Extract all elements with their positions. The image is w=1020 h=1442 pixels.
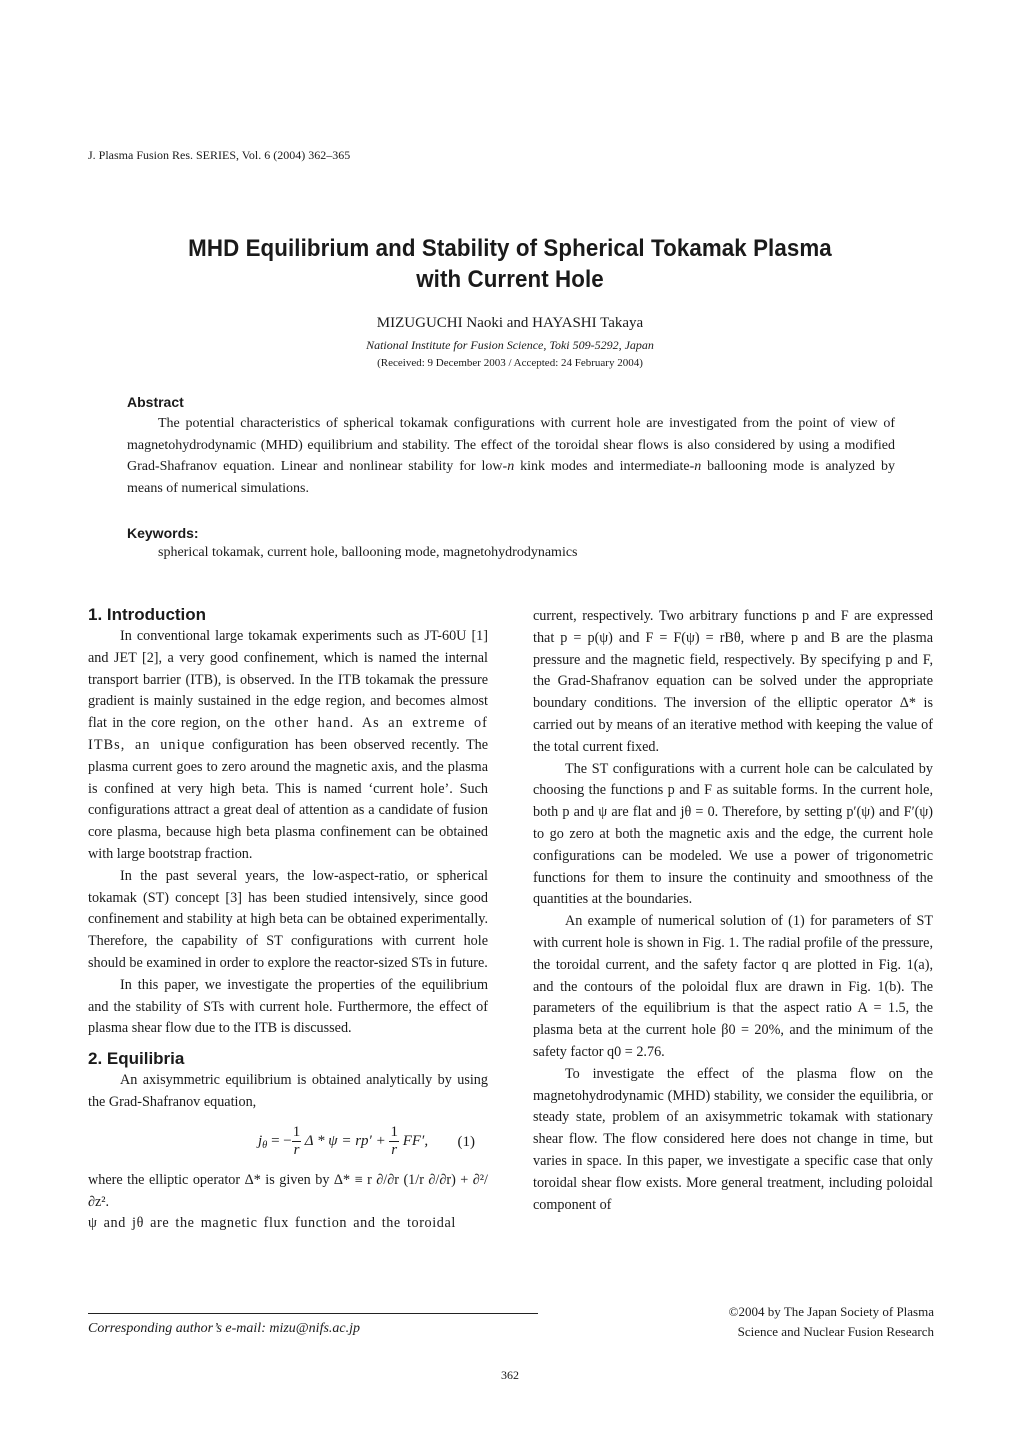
paragraph-text: In conventional large tokamak experiments such as JT-60U [1] and JET [2], a very good confinement, which is named the internal transport barrier (ITB), is observed. In the ITB tokamak the pressure gradient is mainly sustained in the edge region, and becomes almost flat in the core region, on: [88, 628, 488, 732]
title-line-2: with Current Hole: [416, 266, 604, 293]
equilibria-paragraph-2a: where the elliptic operator Δ* is given by Δ* ≡ r ∂/∂r (1/r ∂/∂r) + ∂²/∂z².: [88, 1171, 488, 1210]
eq-lhs-subscript: θ: [262, 1139, 268, 1151]
abstract-heading: Abstract: [127, 394, 184, 410]
eq-middle: Δ * ψ = rp′ +: [301, 1132, 390, 1149]
paper-title: [36, 233, 985, 295]
copyright-line-1: ©2004 by The Japan Society of Plasma: [728, 1304, 934, 1319]
abstract-text-part: ballooning mode is analyzed by means of numerical simulations.: [127, 459, 895, 497]
eq-operator: = −: [267, 1132, 292, 1149]
abstract-text: [127, 413, 895, 500]
title-line-1: MHD Equilibrium and Stability of Spherical Tokamak Plasma: [188, 235, 832, 262]
received-dates: (Received: 9 December 2003 / Accepted: 24 February 2004): [377, 357, 643, 369]
eq-lhs: j: [258, 1132, 263, 1149]
right-paragraph-4: To investigate the effect of the plasma flow on the magnetohydrodynamic (MHD) stability, we consider the equilibria, or steady state, problem of an axisymmetric tokamak with stationary shear flow. The flow considered here does not change in time, but varies in space. In this paper, we investigate a specific case that only toroidal shear flow exists. More general treatment, including poloidal component of: [533, 1065, 933, 1213]
abstract-variable-n: n: [694, 459, 702, 475]
copyright-notice: [729, 1302, 934, 1342]
abstract-text-part: The potential characteristics of spherical tokamak configurations with current hole are investigated from the point of view of magnetohydrodynamic (MHD) equilibrium and stability. The effect of the toroidal shear flows is also considered by using a modified Grad-Shafranov equation. Linear and nonlinear stability for low-: [127, 416, 895, 475]
intro-paragraph-1: [88, 626, 488, 866]
abstract-body: [127, 413, 895, 500]
paragraph-text: the other hand. As an extreme of ITBs, an unique: [88, 715, 489, 753]
keywords-list: spherical tokamak, current hole, ballooning mode, magnetohydrodynamics: [158, 545, 578, 560]
affiliation: National Institute for Fusion Science, Toki 509-5292, Japan: [366, 338, 654, 352]
corresponding-author-email: Corresponding author’s e-mail: mizu@nifs.ac.jp: [88, 1321, 361, 1336]
abstract-text-part: kink modes and intermediate-: [514, 459, 695, 475]
eq-fraction-numerator: 1: [390, 1123, 398, 1140]
equation-body: [258, 1124, 428, 1159]
right-column: [533, 606, 933, 1216]
equation-number: (1): [457, 1133, 475, 1150]
left-column: [88, 604, 488, 1235]
eq-fraction-denominator: r: [293, 1141, 300, 1158]
intro-paragraph-2: In the past several years, the low-aspect-ratio, or spherical tokamak (ST) concept [3] has been studied intensively, since good confinement and stability at high beta can be obtained experimentally. Therefore, the capability of ST configurations with current hole should be examined in order to explore the reactor-sized STs in future.: [88, 867, 488, 971]
right-paragraph-1: current, respectively. Two arbitrary functions p and F are expressed that p = p(ψ) and F = F(ψ) = rBθ, where p and B are the plasma pressure and the magnetic field, respectively. By specifying p and F, the Grad-Shafranov equation can be solved under the appropriate boundary conditions. The inversion of the elliptic operator Δ* is carried out by means of an iterative method with keeping the value of the total current fixed.: [533, 608, 933, 755]
eq-fraction-numerator: 1: [292, 1123, 301, 1140]
eq-fraction: [292, 1124, 302, 1159]
authors: MIZUGUCHI Naoki and HAYASHI Takaya: [376, 315, 644, 331]
right-paragraph-2: The ST configurations with a current hole can be calculated by choosing the functions p and F as suitable forms. In the current hole, both p and ψ are flat and jθ = 0. Therefore, by setting p′(ψ) and F′(ψ) to go zero at both the magnetic axis and the edge, the current hole configurations can be modeled. We use a power of trigonometric functions for them to insure the continuity and smoothness of the quantities at the boundaries.: [533, 760, 933, 908]
eq-rhs: FF′,: [398, 1132, 429, 1149]
keywords-heading: Keywords:: [127, 525, 199, 541]
eq-fraction-denominator: r: [391, 1141, 398, 1158]
equilibria-paragraph-2b: ψ and jθ are the magnetic flux function and the toroidal: [88, 1215, 456, 1232]
footnote-divider: [88, 1313, 538, 1314]
journal-reference: J. Plasma Fusion Res. SERIES, Vol. 6 (2004) 362–365: [88, 148, 351, 162]
equilibria-paragraph-1: An axisymmetric equilibrium is obtained analytically by using the Grad-Shafranov equation,: [88, 1072, 488, 1110]
page-number: 362: [501, 1368, 519, 1382]
copyright-line-2: Science and Nuclear Fusion Research: [737, 1324, 934, 1339]
right-paragraph-3: An example of numerical solution of (1) for parameters of ST with current hole is shown in Fig. 1. The radial profile of the pressure, the toroidal current, and the safety factor q are plotted in Fig. 1(a), and the contours of the poloidal flux are drawn in Fig. 1(b). The parameters of the equilibrium is that the aspect ratio A = 1.5, the plasma beta at the current hole β0 = 20%, and the minimum of the safety factor q0 = 2.76.: [533, 913, 933, 1060]
section-heading-equilibria: 2. Equilibria: [88, 1049, 185, 1069]
paragraph-text: configuration has been observed recently. The plasma current goes to zero around the magnetic axis, and the plasma is confined at very high beta. This is named ‘current hole’. Such configurations attract a great deal of attention as a candidate of fusion core plasma, because high beta plasma confinement can be obtained with large bootstrap fraction.: [88, 736, 489, 862]
section-heading-introduction: 1. Introduction: [88, 605, 207, 624]
equation-1: [88, 1118, 488, 1170]
abstract-variable-n: n: [507, 459, 515, 475]
eq-fraction: [389, 1124, 399, 1159]
intro-paragraph-3: In this paper, we investigate the properties of the equilibrium and the stability of STs with current hole. Furthermore, the effect of plasma shear flow due to the ITB is discussed.: [88, 976, 488, 1037]
